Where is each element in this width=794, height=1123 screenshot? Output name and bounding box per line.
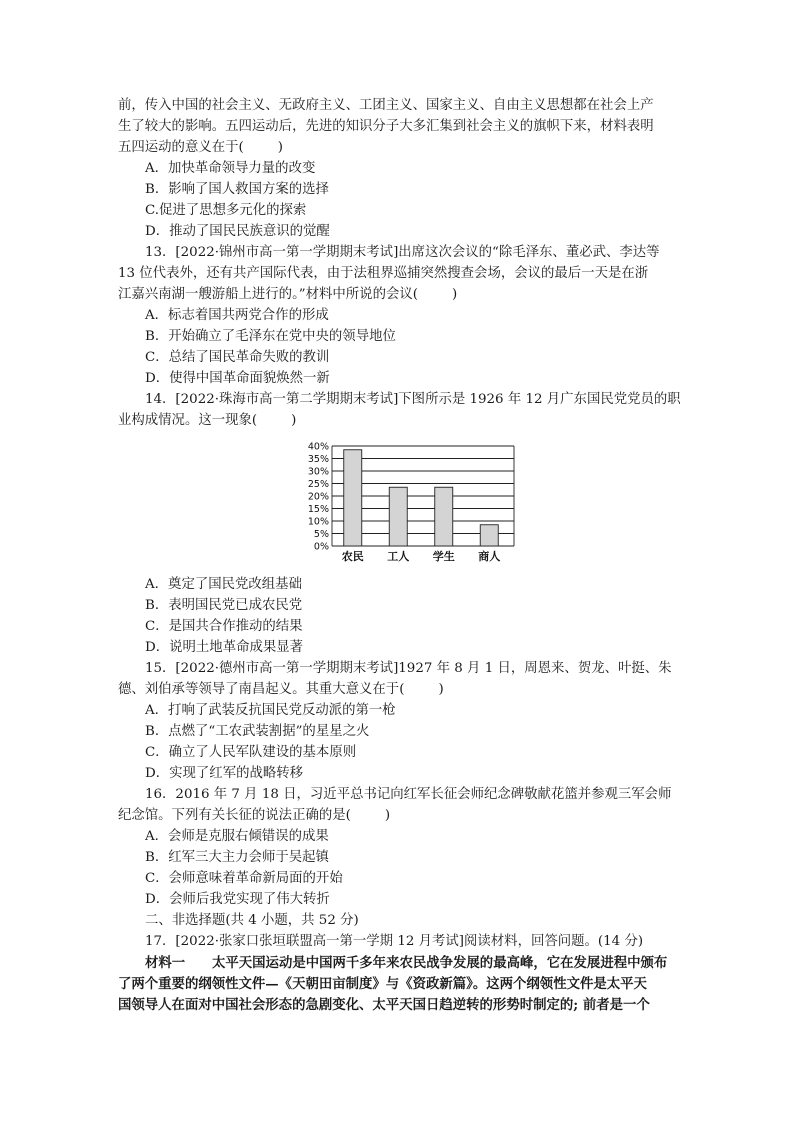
intro-line-1: 前，传入中国的社会主义、无政府主义、工团主义、国家主义、自由主义思想都在社会上产: [118, 98, 654, 113]
y-tick-label: 40%: [307, 441, 329, 453]
q13-option-d[interactable]: D．使得中国革命面貌焕然一新: [145, 371, 330, 386]
chart-y-axis: [308, 442, 329, 553]
q12-option-c[interactable]: C.促进了思想多元化的探索: [145, 203, 307, 218]
option-line: [0, 159, 794, 179]
material-label: 材料一: [145, 955, 186, 971]
option-line: [0, 743, 794, 763]
option-line: [0, 306, 794, 326]
option-line: [0, 722, 794, 742]
bar-2: [389, 487, 407, 546]
q15-stem-2: 德、刘伯承等领导了南昌起义。其重大意义在于( ): [118, 682, 444, 697]
option-line: [0, 327, 794, 347]
option-line: [0, 180, 794, 200]
q15-stem-1: 15．[2022·德州市高一第一学期期末考试]1927 年 8 月 1 日，周恩来、贺龙、叶挺、朱: [145, 661, 672, 676]
y-tick-label: 0%: [313, 541, 329, 553]
option-line: [0, 617, 794, 637]
chart-bars: [344, 450, 499, 546]
y-tick-label: 20%: [307, 491, 329, 503]
option-line: [0, 890, 794, 910]
option-line: [0, 764, 794, 784]
q12-option-b[interactable]: B．影响了国人救国方案的选择: [145, 182, 329, 197]
q13-stem-2: 13 位代表外，还有共产国际代表，由于法租界巡捕突然搜查会场，会议的最后一天是在浙: [118, 266, 649, 281]
q17-material-1-line-3: 国领导人在面对中国社会形态的急剧变化、太平天国日趋逆转的形势时制定的; 前者是一个: [118, 997, 650, 1013]
q15-option-a[interactable]: A．打响了武装反抗国民党反动派的第一枪: [145, 703, 396, 718]
q13-option-c[interactable]: C．总结了国民革命失败的教训: [145, 350, 330, 365]
q17-material-1-line-1: 材料一 太平天国运动是中国两千多年来农民战争发展的最高峰，它在发展进程中颁布: [145, 955, 668, 971]
intro-line-2: 生了较大的影响。五四运动后，先进的知识分子大多汇集到社会主义的旗帜下来，材料表明: [118, 119, 654, 134]
bar-4: [480, 525, 498, 546]
option-line: [0, 222, 794, 242]
y-tick-label: 15%: [307, 504, 329, 515]
q15-option-c[interactable]: C．确立了人民军队建设的基本原则: [145, 745, 357, 760]
option-line: [0, 848, 794, 868]
option-line: [0, 596, 794, 616]
option-line: [0, 701, 794, 721]
option-line: [0, 348, 794, 368]
q14-option-c[interactable]: C．是国共合作推动的结果: [145, 619, 303, 634]
y-tick-label: 10%: [307, 516, 329, 528]
option-line: [0, 827, 794, 847]
q14-stem-2: 业构成情况。这一现象( ): [118, 413, 297, 428]
bar-1: [344, 450, 362, 546]
section-heading: 二、非选择题(共 4 小题，共 52 分): [145, 913, 359, 928]
option-line: [0, 201, 794, 221]
y-tick-label: 5%: [313, 529, 329, 540]
y-tick-label: 25%: [307, 479, 329, 490]
q15-option-d[interactable]: D．实现了红军的战略转移: [145, 766, 304, 781]
q16-option-d[interactable]: D．会师后我党实现了伟大转折: [145, 892, 330, 907]
chart-x-axis: [342, 549, 501, 563]
q14-stem-1: 14．[2022·珠海市高一第二学期期末考试]下图所示是 1926 年 12 月广东国民党党员的职: [145, 392, 681, 407]
q17-material-1-line-2: 了两个重要的纲领性文件—《天朝田亩制度》与《资政新篇》。这两个纲领性文件是太平天: [118, 976, 647, 992]
q13-option-a[interactable]: A．标志着国共两党合作的形成: [145, 308, 329, 323]
q13-option-b[interactable]: B．开始确立了毛泽东在党中央的领导地位: [145, 329, 396, 344]
y-tick-label: 30%: [307, 466, 329, 478]
option-line: [0, 369, 794, 389]
option-line: [0, 575, 794, 595]
occupation-bar-chart: [296, 438, 526, 568]
y-tick-label: 35%: [307, 454, 329, 465]
x-tick-label: 农民: [341, 550, 364, 563]
q16-stem-1: 16．2016 年 7 月 18 日，习近平总书记向红军长征会师纪念碑敬献花篮并参观三军会师: [145, 787, 672, 802]
q16-stem-2: 纪念馆。下列有关长征的说法正确的是( ): [118, 808, 391, 823]
option-line: [0, 638, 794, 658]
q16-option-b[interactable]: B．红军三大主力会师于吴起镇: [145, 850, 329, 865]
bar-3: [435, 487, 453, 546]
q13-stem-3: 江嘉兴南湖一艘游船上进行的。”材料中所说的会议( ): [118, 287, 458, 302]
q14-option-a[interactable]: A．奠定了国民党改组基础: [145, 577, 302, 592]
x-tick-label: 工人: [387, 550, 410, 563]
q15-option-b[interactable]: B．点燃了“工农武装割据”的星星之火: [145, 724, 370, 739]
option-line: [0, 869, 794, 889]
q13-stem-1: 13．[2022·锦州市高一第一学期期末考试]出席这次会议的“除毛泽东、董必武、李达等: [145, 245, 660, 260]
q17-stem: 17．[2022·张家口张垣联盟高一第一学期 12 月考试]阅读材料，回答问题。(14 分): [145, 934, 644, 949]
intro-line-3: 五四运动的意义在于( ): [118, 140, 283, 155]
q16-option-c[interactable]: C．会师意味着革命新局面的开始: [145, 871, 343, 886]
x-tick-label: 商人: [478, 550, 501, 563]
q14-option-d[interactable]: D．说明土地革命成果显著: [145, 640, 304, 655]
q16-option-a[interactable]: A．会师是克服右倾错误的成果: [145, 829, 329, 844]
q12-option-a[interactable]: A．加快革命领导力量的改变: [145, 161, 316, 176]
q12-option-d[interactable]: D．推动了国民民族意识的觉醒: [145, 224, 330, 239]
x-tick-label: 学生: [432, 550, 455, 563]
q14-option-b[interactable]: B．表明国民党已成农民党: [145, 598, 303, 613]
